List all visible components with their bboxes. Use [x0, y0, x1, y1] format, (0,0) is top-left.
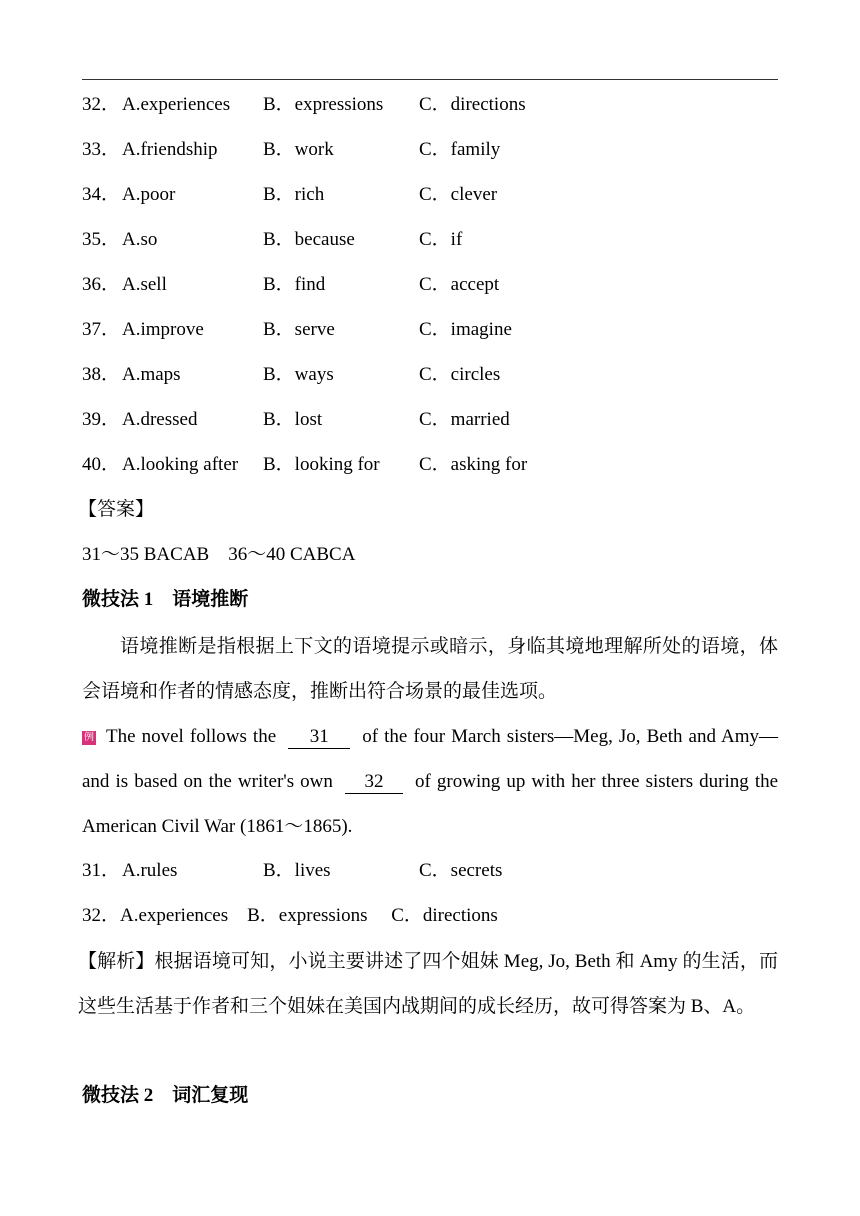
skill1-description: 语境推断是指根据上下文的语境提示或暗示，身临其境地理解所处的语境，体会语境和作者的情感态度，推断出符合场景的最佳选项。 [82, 636, 778, 702]
option-b: B．find [263, 274, 326, 295]
example-text-3: of growing up with her three sisters during the American Civil War (1861～1865). [82, 771, 779, 837]
option-row-31 [82, 857, 782, 885]
option-row-36 [82, 271, 782, 299]
option-c: C．secrets [419, 860, 503, 881]
option-b: B．looking for [263, 454, 380, 475]
option-a: A.sell [122, 274, 167, 295]
example-paragraph [82, 714, 778, 849]
option-b: B．expressions [263, 94, 384, 115]
option-a: A.looking after [122, 454, 239, 475]
option-c: C．asking for [419, 454, 528, 475]
option-row-38 [82, 361, 782, 389]
option-a: A.poor [122, 184, 176, 205]
option-c: C．imagine [419, 319, 512, 340]
option-row-39 [82, 406, 782, 434]
option-number: 33． [82, 139, 121, 160]
option-number: 40． [82, 454, 121, 475]
option-a: A.friendship [122, 139, 218, 160]
skill1-title: 微技法 1 语境推断 [82, 589, 249, 610]
example-text-1: The novel follows the [106, 726, 277, 747]
option-b: B．lost [263, 409, 323, 430]
example-text-2: of the four March sisters—Meg, Jo, Beth and Amy—and is based on the writer's own [82, 726, 778, 792]
option-c: C．circles [419, 364, 501, 385]
option-a: A.dressed [122, 409, 198, 430]
option-a: A.so [122, 229, 158, 250]
option-c: C．clever [419, 184, 498, 205]
option-b: B．ways [263, 364, 334, 385]
answer-label: 【答案】 [78, 499, 155, 520]
option-row-34 [82, 181, 782, 209]
option-a: A.maps [122, 364, 181, 385]
option-c: C．directions [419, 94, 526, 115]
option-row-32 [82, 91, 782, 119]
analysis-paragraph [78, 939, 778, 1029]
option-number: 35． [82, 229, 121, 250]
option-row-35 [82, 226, 782, 254]
skill2-title: 微技法 2 词汇复现 [82, 1085, 249, 1106]
option-number: 39． [82, 409, 121, 430]
blank-31: 31 [288, 726, 350, 749]
option-a: A.experiences [122, 94, 231, 115]
option-b: B．rich [263, 184, 325, 205]
option-number: 32． [82, 94, 121, 115]
option-row-32-bottom: 32．A.experiences B．expressions C．directions [82, 905, 498, 926]
answer-text: 31～35 BACAB 36～40 CABCA [82, 544, 356, 565]
option-b: B．lives [263, 860, 331, 881]
option-b: B．work [263, 139, 334, 160]
analysis-text: 根据语境可知，小说主要讲述了四个姐妹 Meg, Jo, Beth 和 Amy 的生活，而这些生活基于作者和三个姐妹在美国内战期间的成长经历，故可得答案为 B、A。 [78, 951, 778, 1017]
option-b: B．because [263, 229, 355, 250]
option-c: C．married [419, 409, 510, 430]
example-tag: 例 [84, 732, 94, 743]
blank-32: 32 [345, 771, 403, 794]
option-row-33 [82, 136, 782, 164]
header-rule [82, 79, 778, 80]
option-a: A.rules [122, 860, 178, 881]
option-number: 31． [82, 860, 121, 881]
option-number: 38． [82, 364, 121, 385]
option-row-40 [82, 451, 782, 479]
option-number: 36． [82, 274, 121, 295]
option-c: C．accept [419, 274, 500, 295]
option-row-37 [82, 316, 782, 344]
option-number: 37． [82, 319, 121, 340]
analysis-label: 【解析】 [78, 951, 155, 972]
option-number: 34． [82, 184, 121, 205]
option-c: C．if [419, 229, 463, 250]
option-c: C．family [419, 139, 501, 160]
option-a: A.improve [122, 319, 204, 340]
option-b: B．serve [263, 319, 335, 340]
